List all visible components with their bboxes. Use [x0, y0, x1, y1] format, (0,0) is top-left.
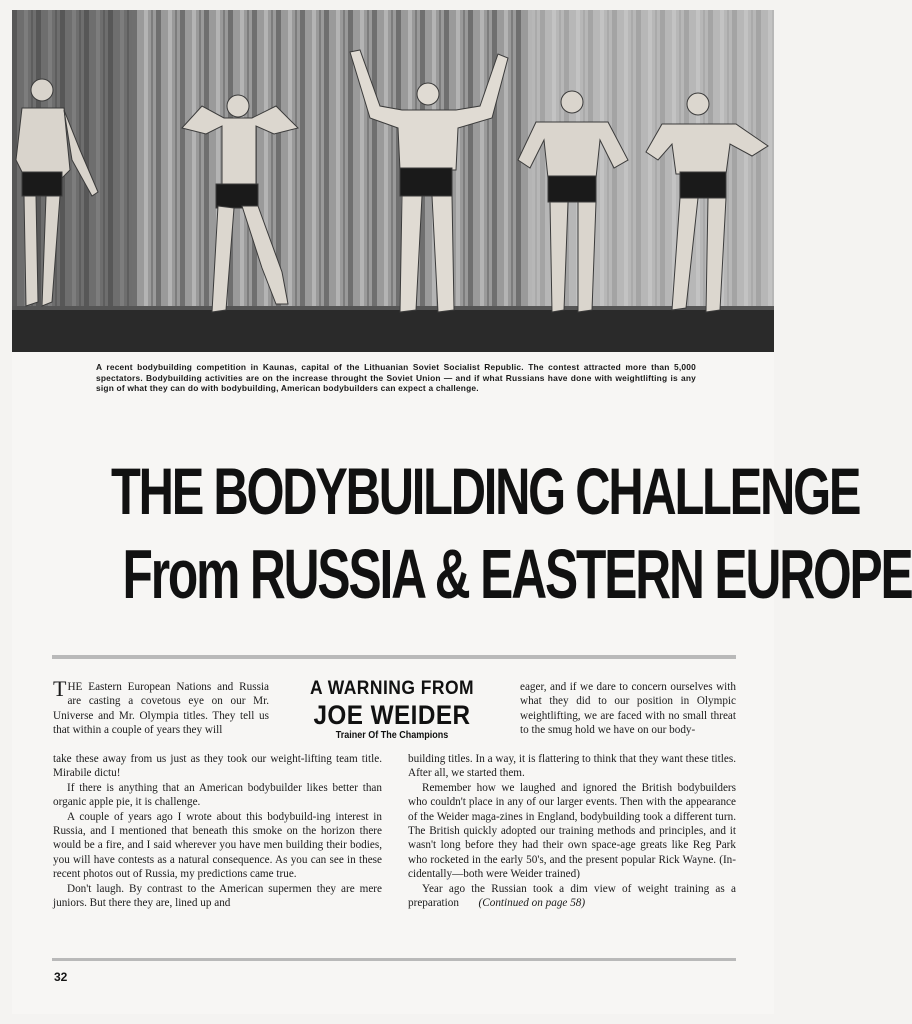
article-paragraph: If there is anything that an American bodybuilder likes better than organic apple pie, it is challenge.	[53, 781, 382, 809]
article-paragraph: Don't laugh. By contrast to the American supermen they are mere juniors. But there they are, lined up and	[53, 882, 382, 910]
article-paragraph-text: Year ago the Russian took a dim view of weight training as a preparation	[408, 882, 736, 910]
headline	[12, 450, 912, 616]
article-paragraph: eager, and if we dare to concern ourselves with what they did to our position in Olympic weightlifting, we are faced with no small threat to the smug hold we have on our body-	[520, 681, 736, 737]
article-column-left-top	[53, 676, 269, 738]
author-name: JOE WEIDER	[313, 700, 471, 730]
article-paragraph: Remember how we laughed and ignored the British bodybuilders who couldn't place in any of our larger events. Then with the appearance of the Weider maga-zines in England, bodybuilding took a different turn. The British quickly adopted our training methods and principles, and it wasn't long before they had their own space-age greats like Reg Park who rocketed in the early 50's, and the present popular Rick Wayne. (In-cidentally—both were Weider trained)	[408, 781, 736, 881]
article-paragraph	[408, 882, 736, 911]
drop-cap: T	[53, 676, 67, 701]
photo-caption: A recent bodybuilding competition in Kaunas, capital of the Lithuanian Soviet Socialist Republic. The contest attracted more than 5,000 spectators. Bodybuilding activities are on the increase throught the Soviet Union — and if what Russians have done with weightlifting is any sign of what they can do with bodybuilding, American bodybuilders can expect a challenge.	[96, 362, 696, 393]
magazine-page	[12, 10, 912, 1014]
article-column-right	[408, 752, 736, 910]
article-column-right-top	[520, 680, 736, 738]
competition-photo	[12, 10, 774, 352]
article-paragraph: take these away from us just as they took our weight-lifting team title. Mirabile dictu!	[53, 753, 382, 780]
warning-heading: A WARNING FROM	[309, 678, 475, 699]
author-subtitle: Trainer Of The Champions	[335, 730, 449, 741]
article-paragraph: A couple of years ago I wrote about this bodybuild-ing interest in Russia, and I mentioned that beneath this smoke on the horizon there would be a fire, and I said wherever you have men building their bodies, you will have contests as a natural consequence. As you can see in these recent photos out of Russia, my predictions came true.	[53, 810, 382, 881]
divider-bottom	[52, 958, 736, 961]
continued-note: (Continued on page 58)	[478, 897, 586, 910]
author-box	[282, 678, 502, 742]
article-column-left	[53, 752, 382, 910]
divider-top	[52, 655, 736, 659]
article-paragraph: HE Eastern European Nations and Russia are casting a covetous eye on our Mr. Universe and Mr. Olympia titles. They tell us that within a couple of years they will	[53, 681, 269, 737]
page-number: 32	[54, 970, 68, 984]
stage-illustration	[12, 10, 774, 352]
headline-line-2: From RUSSIA & EASTERN EUROPE	[122, 535, 912, 613]
headline-line-1: THE BODYBUILDING CHALLENGE	[111, 454, 860, 528]
article-paragraph: building titles. In a way, it is flattering to think that they want these titles. After all, we started them.	[408, 753, 736, 780]
